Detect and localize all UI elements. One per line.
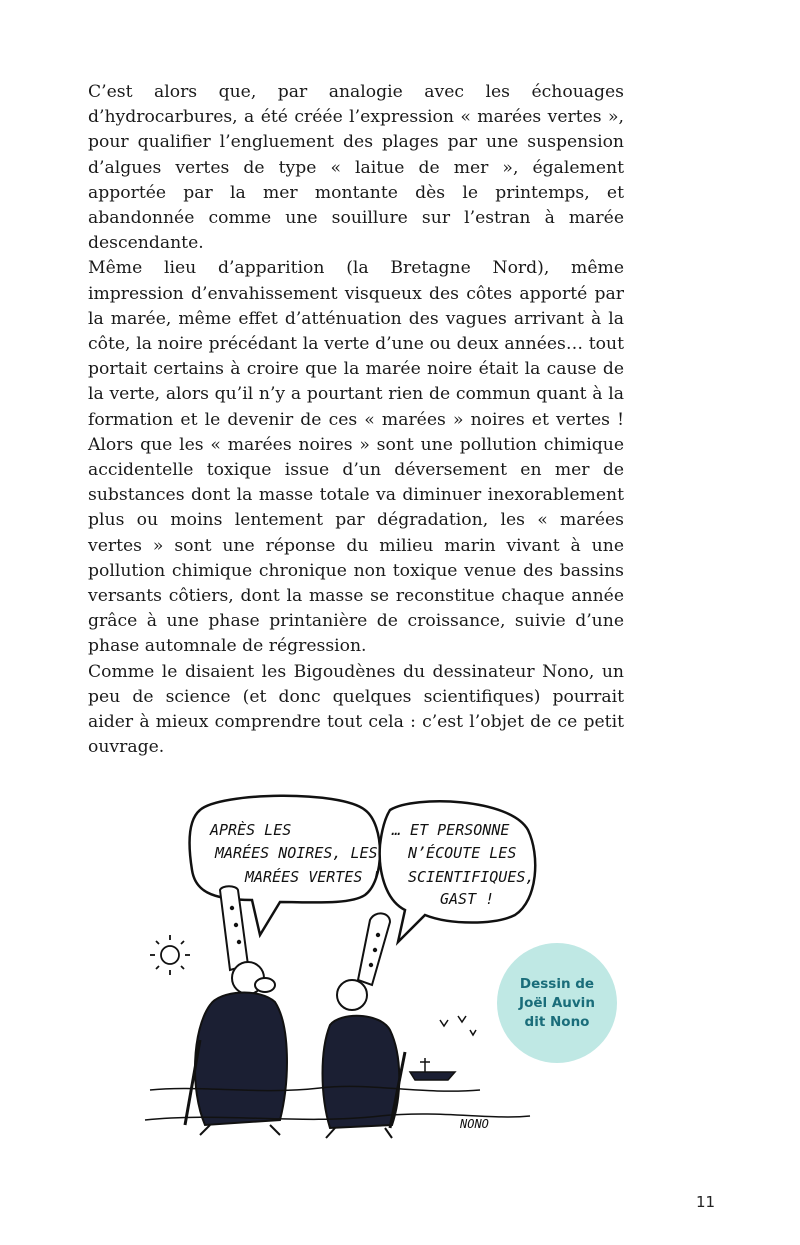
- paragraph-3: Comme le disaient les Bigoudènes du dessinateur Nono, un peu de science (et donc quelques scientifiques) pourrait aider à mieux comprendre tout cela : c’est l’objet de ce petit ouvrage.: [88, 661, 624, 758]
- speech-bubble-left: [190, 796, 380, 935]
- illustration-credit-badge: [497, 943, 617, 1063]
- birds-icon: [440, 1016, 476, 1035]
- bubble-left-line-2: MARÉES NOIRES, LES: [215, 844, 378, 862]
- bubble-right-line-3: SCIENTIFIQUES,: [408, 868, 535, 886]
- bubble-right-line-4: GAST !: [440, 890, 495, 908]
- boat-icon: [410, 1058, 455, 1080]
- page-number: 11: [696, 1193, 716, 1211]
- right-character: [323, 913, 406, 1138]
- left-character: [185, 886, 287, 1135]
- credit-text: [512, 975, 602, 1032]
- artist-signature: NONO: [460, 1117, 489, 1131]
- bubble-right-line-1: … ET PERSONNE: [392, 821, 510, 839]
- cartoon-illustration: [140, 790, 540, 1150]
- credit-line-3: dit Nono: [524, 1013, 590, 1030]
- bubble-left-line-1: APRÈS LES: [210, 821, 292, 839]
- paragraph-2: Même lieu d’apparition (la Bretagne Nord), même impression d’envahissement visqueux des côtes apporté par la marée, même effet d’atténuation des vagues arrivant à la côte, la noire précédant la verte d’une ou deux années… tout portait certains à croire que la marée noire était la cause de la verte, alors qu’il n’y a pourtant rien de commun quant à la formation et le devenir de ces « marées » noires et vertes ! Alors que les « marées noires » sont une pollution chimique accidentelle toxique issue d’un déversement en mer de substances dont la masse totale va diminuer inexorablement plus ou moins lentement par dégradation, les « marées vertes » sont une réponse du milieu marin vivant à une pollution chimique chronique non toxique venue des bassins versants côtiers, dont la masse se reconstitue chaque année grâce à une phase printanière de croissance, suivie d’une phase automnale de régression.: [88, 258, 624, 657]
- sun-icon: [150, 935, 190, 975]
- credit-line-2: Joël Auvin: [519, 994, 595, 1011]
- credit-line-1: Dessin de: [519, 975, 595, 992]
- paragraph-1: C’est alors que, par analogie avec les échouages d’hydrocarbures, a été créée l’expression « marées vertes », pour qualifier l’engluement des plages par une suspension d’algues vertes de type « laitue de mer », également apportée par la mer montante dès le printemps, et abandonnée comme une souillure sur l’estran à marée descendante.: [88, 82, 624, 254]
- bubble-left-line-3: MARÉES VERTES !: [245, 868, 381, 886]
- bubble-right-line-2: N’ÉCOUTE LES: [408, 844, 517, 862]
- body-text: [88, 80, 624, 760]
